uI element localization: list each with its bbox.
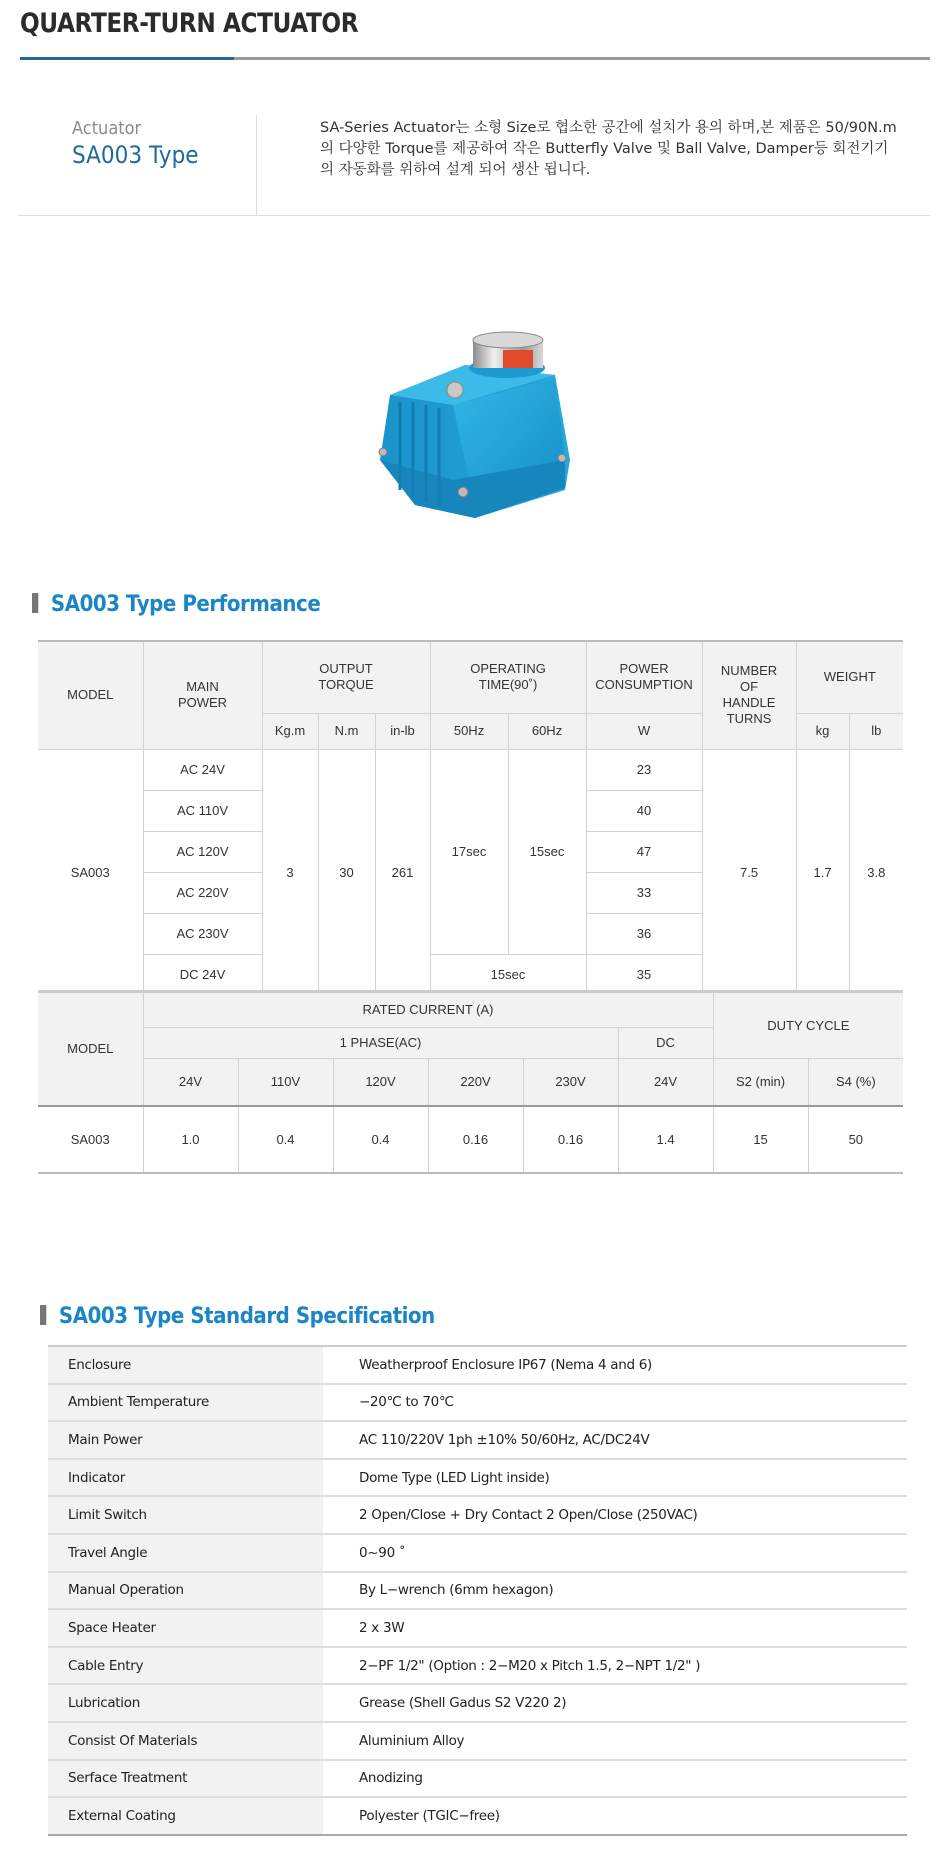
spec-row: [48, 1496, 907, 1534]
spec-value: Dome Type (LED Light inside): [323, 1459, 907, 1497]
cell-power: AC 120V: [143, 831, 262, 872]
cell-current: 0.16: [523, 1106, 618, 1173]
spec-value: 2 x 3W: [323, 1609, 907, 1647]
intro-description: SA-Series Actuator는 소형 Size로 협소한 공간에 설치가 용의 하며,본 제품은 50/90N.m의 다양한 Torque를 제공하여 작은 Butterfly Valve 및 Ball Valve, Damper등 회전기기의 자동화를 위하여 설계 되어 생산 됩니다.: [320, 120, 897, 178]
table-row: [38, 749, 903, 790]
col-power-consumption-label: POWER CONSUMPTION: [595, 661, 693, 693]
spec-row: [48, 1647, 907, 1685]
specification-heading: [40, 1304, 435, 1329]
col-output-torque-label: OUTPUT TORQUE: [318, 661, 374, 693]
col-ac-220v: 220V: [428, 1059, 523, 1106]
cell-model: SA003: [38, 749, 143, 995]
spec-row: [48, 1459, 907, 1497]
spec-label: Travel Angle: [48, 1534, 323, 1572]
col-nm: N.m: [318, 713, 375, 749]
spec-value: Weatherproof Enclosure IP67 (Nema 4 and 6): [323, 1346, 907, 1384]
spec-row: [48, 1760, 907, 1798]
cell-duty-s2: 15: [713, 1106, 808, 1173]
cell-model: SA003: [38, 1106, 143, 1173]
col-60hz: 60Hz: [508, 713, 586, 749]
spec-value: 2 Open/Close + Dry Contact 2 Open/Close (250VAC): [323, 1496, 907, 1534]
spec-row: [48, 1797, 907, 1835]
spec-label: Manual Operation: [48, 1572, 323, 1610]
spec-label: Space Heater: [48, 1609, 323, 1647]
col-main-power: [143, 641, 262, 749]
col-inlb: in-lb: [375, 713, 430, 749]
performance-heading: [32, 592, 320, 617]
cell-watts: 40: [586, 790, 702, 831]
cell-time-dc: 15sec: [430, 954, 586, 995]
col-output-torque: [262, 641, 430, 713]
cell-torque-kgm: 3: [262, 749, 318, 995]
spec-value: AC 110/220V 1ph ±10% 50/60Hz, AC/DC24V: [323, 1421, 907, 1459]
spec-label: Limit Switch: [48, 1496, 323, 1534]
col-handle-turns-label: NUMBER OF HANDLE TURNS: [720, 663, 778, 727]
spec-row: [48, 1572, 907, 1610]
col-kgm: Kg.m: [262, 713, 318, 749]
cell-watts: 33: [586, 872, 702, 913]
col-ac-230v: 230V: [523, 1059, 618, 1106]
intro-section: [18, 110, 930, 216]
col-ac-24v: 24V: [143, 1059, 238, 1106]
spec-label: Lubrication: [48, 1684, 323, 1722]
spec-value: Polyester (TGIC−free): [359, 1807, 500, 1824]
col-s4: S4 (%): [808, 1059, 903, 1106]
intro-divider: [256, 115, 257, 216]
col-rated-current: RATED CURRENT (A): [143, 992, 713, 1028]
col-ac-110v: 110V: [238, 1059, 333, 1106]
performance-table: [38, 640, 903, 996]
col-dc-24v: 24V: [618, 1059, 713, 1106]
intro-kicker: Actuator: [72, 118, 142, 139]
intro-type-name: SA003 Type: [72, 141, 199, 169]
spec-value: 2−PF 1/2" (Option : 2−M20 x Pitch 1.5, 2−NPT 1/2" ): [323, 1647, 907, 1685]
cell-power: DC 24V: [143, 954, 262, 995]
spec-label: Enclosure: [48, 1346, 323, 1384]
page-title: QUARTER-TURN ACTUATOR: [20, 8, 359, 39]
col-handle-turns: [702, 641, 796, 749]
col-watts: W: [586, 713, 702, 749]
cell-power: AC 230V: [143, 913, 262, 954]
spec-label: Ambient Temperature: [48, 1384, 323, 1422]
spec-row: [48, 1384, 907, 1422]
cell-weight-kg: 1.7: [796, 749, 849, 995]
col-50hz: 50Hz: [430, 713, 508, 749]
col-model: MODEL: [38, 992, 143, 1106]
heading-bar-icon: [32, 593, 38, 613]
rated-current-table: [38, 990, 903, 1174]
cell-time-60hz: 15sec: [508, 749, 586, 954]
cell-watts: 23: [586, 749, 702, 790]
intro-heading: [72, 118, 213, 169]
col-lb: lb: [849, 713, 903, 749]
spec-row: [48, 1421, 907, 1459]
col-model: MODEL: [38, 641, 143, 749]
spec-label: Consist Of Materials: [48, 1722, 323, 1760]
spec-label: Main Power: [48, 1421, 323, 1459]
col-kg: kg: [796, 713, 849, 749]
col-power-consumption: [586, 641, 702, 713]
cell-power: AC 220V: [143, 872, 262, 913]
spec-row: [48, 1722, 907, 1760]
spec-row: [48, 1609, 907, 1647]
cell-torque-inlb: 261: [375, 749, 430, 995]
spec-label: Indicator: [48, 1459, 323, 1497]
cell-current: 0.4: [238, 1106, 333, 1173]
spec-label: External Coating: [48, 1797, 323, 1835]
spec-value: Grease (Shell Gadus S2 V220 2): [323, 1684, 907, 1722]
cell-watts: 36: [586, 913, 702, 954]
actuator-body: [379, 365, 570, 518]
col-dc: DC: [618, 1028, 713, 1059]
spec-value: −20℃ to 70℃: [323, 1384, 907, 1422]
col-main-power-label: MAIN POWER: [177, 679, 228, 711]
col-s2: S2 (min): [713, 1059, 808, 1106]
cell-current: 0.4: [333, 1106, 428, 1173]
spec-value: Aluminium Alloy: [323, 1722, 907, 1760]
indicator-dome: [469, 332, 545, 378]
col-operating-time-label: OPERATING TIME(90˚): [470, 661, 546, 693]
table-row: [38, 1106, 903, 1173]
cell-current: 0.16: [428, 1106, 523, 1173]
spec-value: 0~90 ˚: [323, 1534, 907, 1572]
title-divider-accent: [20, 57, 234, 60]
cell-current: 1.0: [143, 1106, 238, 1173]
heading-bar-icon: [40, 1305, 46, 1325]
col-duty-cycle: DUTY CYCLE: [713, 992, 903, 1059]
spec-row: [48, 1684, 907, 1722]
title-divider: [20, 57, 930, 60]
performance-heading-text: SA003 Type Performance: [50, 592, 321, 617]
specification-table: [48, 1345, 907, 1836]
spec-label: Cable Entry: [48, 1647, 323, 1685]
product-image: [355, 310, 595, 530]
spec-row: [48, 1346, 907, 1384]
col-ac-120v: 120V: [333, 1059, 428, 1106]
cell-time-50hz: 17sec: [430, 749, 508, 954]
col-operating-time: [430, 641, 586, 713]
cell-handle-turns: 7.5: [702, 749, 796, 995]
cell-power: AC 110V: [143, 790, 262, 831]
cell-duty-s4: 50: [808, 1106, 903, 1173]
spec-label: Serface Treatment: [48, 1760, 323, 1798]
col-1-phase-ac: 1 PHASE(AC): [143, 1028, 618, 1059]
spec-row: [48, 1534, 907, 1572]
cell-power: AC 24V: [143, 749, 262, 790]
specification-heading-text: SA003 Type Standard Specification: [58, 1304, 435, 1329]
cell-watts: 47: [586, 831, 702, 872]
cell-watts: 35: [586, 954, 702, 995]
col-weight: WEIGHT: [796, 641, 903, 713]
cell-current: 1.4: [618, 1106, 713, 1173]
spec-value: Anodizing: [323, 1760, 907, 1798]
cell-weight-lb: 3.8: [849, 749, 903, 995]
cell-torque-nm: 30: [318, 749, 375, 995]
spec-value: By L−wrench (6mm hexagon): [323, 1572, 907, 1610]
